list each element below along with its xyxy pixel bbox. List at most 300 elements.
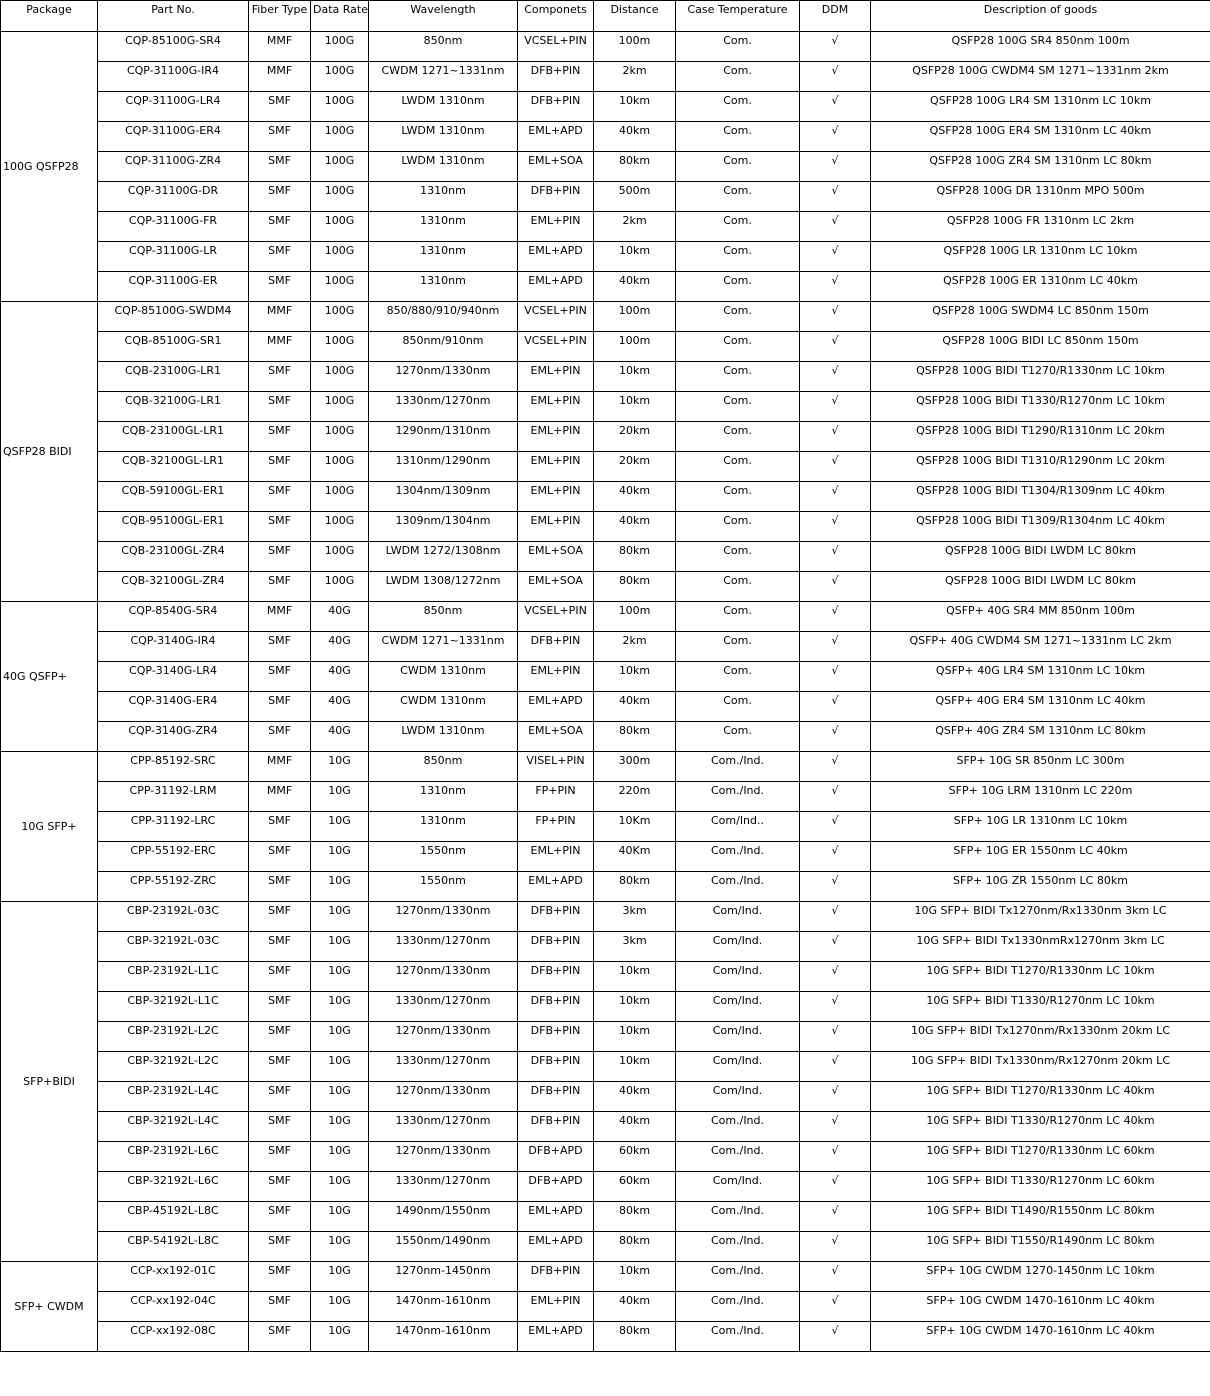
fiber-type-cell: SMF — [249, 1322, 311, 1352]
wavelength-cell: LWDM 1310nm — [369, 722, 518, 752]
description-cell: QSFP28 100G FR 1310nm LC 2km — [871, 212, 1210, 242]
ddm-cell: √ — [800, 1232, 871, 1262]
data-rate-cell: 100G — [311, 362, 369, 392]
part-no-cell: CQP-3140G-LR4 — [98, 662, 249, 692]
wavelength-cell: 1470nm-1610nm — [369, 1322, 518, 1352]
description-cell: SFP+ 10G LR 1310nm LC 10km — [871, 812, 1210, 842]
description-cell: 10G SFP+ BIDI T1270/R1330nm LC 60km — [871, 1142, 1210, 1172]
data-rate-cell: 100G — [311, 272, 369, 302]
description-cell: SFP+ 10G CWDM 1470-1610nm LC 40km — [871, 1292, 1210, 1322]
fiber-type-cell: MMF — [249, 602, 311, 632]
case-temperature-cell: Com. — [676, 512, 800, 542]
wavelength-cell: 1330nm/1270nm — [369, 392, 518, 422]
part-no-cell: CBP-23192L-03C — [98, 902, 249, 932]
distance-cell: 80km — [594, 722, 676, 752]
ddm-cell: √ — [800, 812, 871, 842]
table-body — [1, 32, 1210, 1352]
part-no-cell: CQP-31100G-DR — [98, 182, 249, 212]
distance-cell: 40Km — [594, 842, 676, 872]
case-temperature-cell: Com/Ind. — [676, 1082, 800, 1112]
components-cell: EML+APD — [518, 692, 594, 722]
data-rate-cell: 100G — [311, 572, 369, 602]
wavelength-cell: 1490nm/1550nm — [369, 1202, 518, 1232]
distance-cell: 2km — [594, 212, 676, 242]
fiber-type-cell: SMF — [249, 272, 311, 302]
data-rate-cell: 100G — [311, 302, 369, 332]
part-no-cell: CBP-23192L-L2C — [98, 1022, 249, 1052]
fiber-type-cell: SMF — [249, 242, 311, 272]
table-row — [1, 182, 1210, 212]
ddm-cell: √ — [800, 1112, 871, 1142]
fiber-type-cell: SMF — [249, 182, 311, 212]
part-no-cell: CQP-85100G-SR4 — [98, 32, 249, 62]
table-row — [1, 752, 1210, 782]
part-no-cell: CBP-23192L-L1C — [98, 962, 249, 992]
package-cell: SFP+ CWDM — [1, 1262, 98, 1352]
header-data-rate: Data Rate — [311, 1, 369, 32]
components-cell: VCSEL+PIN — [518, 332, 594, 362]
case-temperature-cell: Com./Ind. — [676, 1292, 800, 1322]
case-temperature-cell: Com/Ind. — [676, 902, 800, 932]
data-rate-cell: 10G — [311, 782, 369, 812]
wavelength-cell: 1550nm — [369, 872, 518, 902]
description-cell: SFP+ 10G CWDM 1470-1610nm LC 40km — [871, 1322, 1210, 1352]
table-row — [1, 572, 1210, 602]
description-cell: 10G SFP+ BIDI T1270/R1330nm LC 10km — [871, 962, 1210, 992]
table-row — [1, 302, 1210, 332]
fiber-type-cell: SMF — [249, 452, 311, 482]
header-row — [1, 1, 1210, 32]
fiber-type-cell: SMF — [249, 122, 311, 152]
fiber-type-cell: SMF — [249, 632, 311, 662]
fiber-type-cell: SMF — [249, 662, 311, 692]
case-temperature-cell: Com./Ind. — [676, 872, 800, 902]
part-no-cell: CQP-31100G-IR4 — [98, 62, 249, 92]
case-temperature-cell: Com. — [676, 632, 800, 662]
ddm-cell: √ — [800, 1292, 871, 1322]
description-cell: QSFP+ 40G ZR4 SM 1310nm LC 80km — [871, 722, 1210, 752]
wavelength-cell: 1330nm/1270nm — [369, 1112, 518, 1142]
table-row — [1, 662, 1210, 692]
ddm-cell: √ — [800, 1052, 871, 1082]
wavelength-cell: 850nm — [369, 602, 518, 632]
part-no-cell: CCP-xx192-01C — [98, 1262, 249, 1292]
part-no-cell: CQP-31100G-ER — [98, 272, 249, 302]
case-temperature-cell: Com. — [676, 152, 800, 182]
data-rate-cell: 40G — [311, 692, 369, 722]
description-cell: QSFP+ 40G CWDM4 SM 1271~1331nm LC 2km — [871, 632, 1210, 662]
fiber-type-cell: SMF — [249, 872, 311, 902]
components-cell: DFB+PIN — [518, 182, 594, 212]
distance-cell: 100m — [594, 602, 676, 632]
distance-cell: 80km — [594, 542, 676, 572]
wavelength-cell: 1310nm — [369, 242, 518, 272]
distance-cell: 10km — [594, 1022, 676, 1052]
distance-cell: 80km — [594, 1232, 676, 1262]
ddm-cell: √ — [800, 1022, 871, 1052]
description-cell: QSFP+ 40G ER4 SM 1310nm LC 40km — [871, 692, 1210, 722]
distance-cell: 40km — [594, 512, 676, 542]
distance-cell: 100m — [594, 302, 676, 332]
description-cell: QSFP28 100G BIDI T1310/R1290nm LC 20km — [871, 452, 1210, 482]
wavelength-cell: 1270nm/1330nm — [369, 362, 518, 392]
ddm-cell: √ — [800, 752, 871, 782]
ddm-cell: √ — [800, 1202, 871, 1232]
components-cell: EML+PIN — [518, 392, 594, 422]
table-row — [1, 392, 1210, 422]
data-rate-cell: 100G — [311, 242, 369, 272]
fiber-type-cell: SMF — [249, 992, 311, 1022]
case-temperature-cell: Com./Ind. — [676, 1142, 800, 1172]
components-cell: EML+PIN — [518, 662, 594, 692]
fiber-type-cell: SMF — [249, 1052, 311, 1082]
data-rate-cell: 100G — [311, 212, 369, 242]
wavelength-cell: 1290nm/1310nm — [369, 422, 518, 452]
part-no-cell: CQB-85100G-SR1 — [98, 332, 249, 362]
distance-cell: 3km — [594, 902, 676, 932]
ddm-cell: √ — [800, 692, 871, 722]
wavelength-cell: 1310nm — [369, 212, 518, 242]
distance-cell: 40km — [594, 1292, 676, 1322]
ddm-cell: √ — [800, 302, 871, 332]
distance-cell: 40km — [594, 482, 676, 512]
description-cell: QSFP28 100G SWDM4 LC 850nm 150m — [871, 302, 1210, 332]
ddm-cell: √ — [800, 182, 871, 212]
part-no-cell: CPP-31192-LRC — [98, 812, 249, 842]
table-row — [1, 212, 1210, 242]
data-rate-cell: 100G — [311, 452, 369, 482]
header-distance: Distance — [594, 1, 676, 32]
table-row — [1, 992, 1210, 1022]
package-cell: SFP+BIDI — [1, 902, 98, 1262]
components-cell: DFB+PIN — [518, 902, 594, 932]
data-rate-cell: 10G — [311, 1292, 369, 1322]
wavelength-cell: 1270nm/1330nm — [369, 902, 518, 932]
table-row — [1, 362, 1210, 392]
case-temperature-cell: Com. — [676, 362, 800, 392]
fiber-type-cell: SMF — [249, 362, 311, 392]
components-cell: EML+PIN — [518, 512, 594, 542]
components-cell: EML+PIN — [518, 482, 594, 512]
description-cell: QSFP28 100G LR 1310nm LC 10km — [871, 242, 1210, 272]
ddm-cell: √ — [800, 842, 871, 872]
case-temperature-cell: Com./Ind. — [676, 1232, 800, 1262]
components-cell: FP+PIN — [518, 812, 594, 842]
data-rate-cell: 100G — [311, 332, 369, 362]
components-cell: FP+PIN — [518, 782, 594, 812]
components-cell: DFB+PIN — [518, 932, 594, 962]
description-cell: QSFP28 100G BIDI T1304/R1309nm LC 40km — [871, 482, 1210, 512]
distance-cell: 20km — [594, 452, 676, 482]
distance-cell: 80km — [594, 1202, 676, 1232]
fiber-type-cell: MMF — [249, 752, 311, 782]
ddm-cell: √ — [800, 662, 871, 692]
case-temperature-cell: Com./Ind. — [676, 1322, 800, 1352]
ddm-cell: √ — [800, 572, 871, 602]
description-cell: QSFP28 100G ER4 SM 1310nm LC 40km — [871, 122, 1210, 152]
data-rate-cell: 10G — [311, 1112, 369, 1142]
components-cell: DFB+PIN — [518, 1052, 594, 1082]
description-cell: 10G SFP+ BIDI T1330/R1270nm LC 10km — [871, 992, 1210, 1022]
fiber-type-cell: MMF — [249, 782, 311, 812]
part-no-cell: CQP-31100G-LR4 — [98, 92, 249, 122]
part-no-cell: CQB-59100GL-ER1 — [98, 482, 249, 512]
case-temperature-cell: Com/Ind. — [676, 1052, 800, 1082]
description-cell: QSFP28 100G BIDI T1270/R1330nm LC 10km — [871, 362, 1210, 392]
components-cell: DFB+APD — [518, 1142, 594, 1172]
case-temperature-cell: Com. — [676, 242, 800, 272]
table-row — [1, 602, 1210, 632]
table-row — [1, 782, 1210, 812]
wavelength-cell: 850nm — [369, 752, 518, 782]
components-cell: EML+SOA — [518, 152, 594, 182]
distance-cell: 100m — [594, 32, 676, 62]
case-temperature-cell: Com. — [676, 272, 800, 302]
components-cell: VCSEL+PIN — [518, 302, 594, 332]
part-no-cell: CBP-32192L-L6C — [98, 1172, 249, 1202]
fiber-type-cell: MMF — [249, 32, 311, 62]
case-temperature-cell: Com. — [676, 662, 800, 692]
ddm-cell: √ — [800, 1262, 871, 1292]
ddm-cell: √ — [800, 1172, 871, 1202]
part-no-cell: CQP-31100G-ER4 — [98, 122, 249, 152]
ddm-cell: √ — [800, 62, 871, 92]
distance-cell: 500m — [594, 182, 676, 212]
wavelength-cell: 1330nm/1270nm — [369, 992, 518, 1022]
distance-cell: 10km — [594, 242, 676, 272]
ddm-cell: √ — [800, 452, 871, 482]
case-temperature-cell: Com. — [676, 392, 800, 422]
case-temperature-cell: Com. — [676, 122, 800, 152]
components-cell: EML+SOA — [518, 572, 594, 602]
distance-cell: 40km — [594, 272, 676, 302]
wavelength-cell: 1270nm/1330nm — [369, 1022, 518, 1052]
description-cell: QSFP28 100G BIDI T1330/R1270nm LC 10km — [871, 392, 1210, 422]
fiber-type-cell: SMF — [249, 812, 311, 842]
case-temperature-cell: Com. — [676, 692, 800, 722]
data-rate-cell: 10G — [311, 1322, 369, 1352]
components-cell: DFB+PIN — [518, 1262, 594, 1292]
case-temperature-cell: Com/Ind. — [676, 1172, 800, 1202]
ddm-cell: √ — [800, 482, 871, 512]
components-cell: EML+PIN — [518, 212, 594, 242]
description-cell: SFP+ 10G SR 850nm LC 300m — [871, 752, 1210, 782]
case-temperature-cell: Com. — [676, 482, 800, 512]
part-no-cell: CQB-32100G-LR1 — [98, 392, 249, 422]
description-cell: QSFP28 100G CWDM4 SM 1271~1331nm 2km — [871, 62, 1210, 92]
components-cell: EML+APD — [518, 1322, 594, 1352]
distance-cell: 80km — [594, 572, 676, 602]
ddm-cell: √ — [800, 932, 871, 962]
components-cell: DFB+PIN — [518, 632, 594, 662]
data-rate-cell: 10G — [311, 842, 369, 872]
case-temperature-cell: Com. — [676, 542, 800, 572]
components-cell: EML+APD — [518, 122, 594, 152]
components-cell: DFB+PIN — [518, 62, 594, 92]
fiber-type-cell: MMF — [249, 302, 311, 332]
wavelength-cell: 1550nm/1490nm — [369, 1232, 518, 1262]
wavelength-cell: 1470nm-1610nm — [369, 1292, 518, 1322]
wavelength-cell: 1309nm/1304nm — [369, 512, 518, 542]
components-cell: EML+PIN — [518, 422, 594, 452]
table-row — [1, 1172, 1210, 1202]
data-rate-cell: 100G — [311, 512, 369, 542]
header-description: Description of goods — [871, 1, 1210, 32]
case-temperature-cell: Com./Ind. — [676, 842, 800, 872]
components-cell: DFB+PIN — [518, 92, 594, 122]
case-temperature-cell: Com. — [676, 182, 800, 212]
table-row — [1, 152, 1210, 182]
part-no-cell: CQB-23100GL-LR1 — [98, 422, 249, 452]
description-cell: 10G SFP+ BIDI T1550/R1490nm LC 80km — [871, 1232, 1210, 1262]
data-rate-cell: 100G — [311, 482, 369, 512]
description-cell: 10G SFP+ BIDI T1490/R1550nm LC 80km — [871, 1202, 1210, 1232]
part-no-cell: CQP-3140G-ZR4 — [98, 722, 249, 752]
description-cell: 10G SFP+ BIDI Tx1270nm/Rx1330nm 3km LC — [871, 902, 1210, 932]
part-no-cell: CQP-31100G-FR — [98, 212, 249, 242]
table-row — [1, 1022, 1210, 1052]
wavelength-cell: 1550nm — [369, 842, 518, 872]
table-row — [1, 512, 1210, 542]
case-temperature-cell: Com./Ind. — [676, 782, 800, 812]
data-rate-cell: 10G — [311, 1232, 369, 1262]
ddm-cell: √ — [800, 32, 871, 62]
components-cell: VCSEL+PIN — [518, 602, 594, 632]
data-rate-cell: 10G — [311, 812, 369, 842]
package-cell: QSFP28 BIDI — [1, 302, 98, 602]
part-no-cell: CBP-32192L-L2C — [98, 1052, 249, 1082]
data-rate-cell: 10G — [311, 1142, 369, 1172]
distance-cell: 80km — [594, 1322, 676, 1352]
components-cell: EML+APD — [518, 1232, 594, 1262]
components-cell: EML+APD — [518, 272, 594, 302]
distance-cell: 80km — [594, 152, 676, 182]
part-no-cell: CBP-23192L-L4C — [98, 1082, 249, 1112]
table-row — [1, 1232, 1210, 1262]
part-no-cell: CQP-3140G-IR4 — [98, 632, 249, 662]
distance-cell: 40km — [594, 1082, 676, 1112]
distance-cell: 40km — [594, 692, 676, 722]
data-rate-cell: 100G — [311, 152, 369, 182]
distance-cell: 60km — [594, 1142, 676, 1172]
part-no-cell: CBP-54192L-L8C — [98, 1232, 249, 1262]
wavelength-cell: 1270nm/1330nm — [369, 1082, 518, 1112]
table-row — [1, 632, 1210, 662]
components-cell: EML+SOA — [518, 542, 594, 572]
wavelength-cell: CWDM 1271~1331nm — [369, 632, 518, 662]
data-rate-cell: 40G — [311, 602, 369, 632]
description-cell: QSFP28 100G BIDI LWDM LC 80km — [871, 542, 1210, 572]
wavelength-cell: 850/880/910/940nm — [369, 302, 518, 332]
description-cell: QSFP28 100G BIDI T1309/R1304nm LC 40km — [871, 512, 1210, 542]
fiber-type-cell: SMF — [249, 542, 311, 572]
data-rate-cell: 10G — [311, 992, 369, 1022]
wavelength-cell: LWDM 1308/1272nm — [369, 572, 518, 602]
ddm-cell: √ — [800, 782, 871, 812]
components-cell: DFB+PIN — [518, 992, 594, 1022]
description-cell: 10G SFP+ BIDI Tx1270nm/Rx1330nm 20km LC — [871, 1022, 1210, 1052]
fiber-type-cell: SMF — [249, 1022, 311, 1052]
case-temperature-cell: Com. — [676, 32, 800, 62]
fiber-type-cell: SMF — [249, 842, 311, 872]
fiber-type-cell: SMF — [249, 1202, 311, 1232]
ddm-cell: √ — [800, 422, 871, 452]
fiber-type-cell: SMF — [249, 482, 311, 512]
fiber-type-cell: SMF — [249, 92, 311, 122]
fiber-type-cell: SMF — [249, 932, 311, 962]
description-cell: SFP+ 10G CWDM 1270-1450nm LC 10km — [871, 1262, 1210, 1292]
case-temperature-cell: Com./Ind. — [676, 752, 800, 782]
wavelength-cell: 850nm — [369, 32, 518, 62]
case-temperature-cell: Com/Ind. — [676, 932, 800, 962]
ddm-cell: √ — [800, 902, 871, 932]
data-rate-cell: 100G — [311, 392, 369, 422]
part-no-cell: CBP-32192L-L1C — [98, 992, 249, 1022]
data-rate-cell: 100G — [311, 422, 369, 452]
components-cell: EML+PIN — [518, 842, 594, 872]
data-rate-cell: 10G — [311, 902, 369, 932]
table-row — [1, 92, 1210, 122]
ddm-cell: √ — [800, 722, 871, 752]
case-temperature-cell: Com. — [676, 302, 800, 332]
fiber-type-cell: SMF — [249, 1262, 311, 1292]
wavelength-cell: 1310nm — [369, 812, 518, 842]
wavelength-cell: LWDM 1310nm — [369, 92, 518, 122]
description-cell: QSFP+ 40G LR4 SM 1310nm LC 10km — [871, 662, 1210, 692]
header-package: Package — [1, 1, 98, 32]
distance-cell: 40km — [594, 1112, 676, 1142]
components-cell: EML+APD — [518, 242, 594, 272]
data-rate-cell: 100G — [311, 92, 369, 122]
part-no-cell: CBP-32192L-L4C — [98, 1112, 249, 1142]
ddm-cell: √ — [800, 1322, 871, 1352]
case-temperature-cell: Com/Ind. — [676, 1022, 800, 1052]
table-row — [1, 902, 1210, 932]
wavelength-cell: 1270nm-1450nm — [369, 1262, 518, 1292]
description-cell: QSFP28 100G DR 1310nm MPO 500m — [871, 182, 1210, 212]
description-cell: QSFP28 100G LR4 SM 1310nm LC 10km — [871, 92, 1210, 122]
part-no-cell: CQP-8540G-SR4 — [98, 602, 249, 632]
case-temperature-cell: Com./Ind. — [676, 1202, 800, 1232]
case-temperature-cell: Com./Ind. — [676, 1262, 800, 1292]
table-row — [1, 722, 1210, 752]
wavelength-cell: 1310nm — [369, 182, 518, 212]
data-rate-cell: 10G — [311, 752, 369, 782]
data-rate-cell: 100G — [311, 32, 369, 62]
case-temperature-cell: Com. — [676, 212, 800, 242]
fiber-type-cell: SMF — [249, 392, 311, 422]
components-cell: EML+APD — [518, 872, 594, 902]
part-no-cell: CPP-55192-ERC — [98, 842, 249, 872]
data-rate-cell: 10G — [311, 962, 369, 992]
part-no-cell: CQP-31100G-LR — [98, 242, 249, 272]
wavelength-cell: 1310nm — [369, 782, 518, 812]
table-row — [1, 452, 1210, 482]
data-rate-cell: 10G — [311, 1172, 369, 1202]
ddm-cell: √ — [800, 872, 871, 902]
part-no-cell: CPP-55192-ZRC — [98, 872, 249, 902]
ddm-cell: √ — [800, 602, 871, 632]
wavelength-cell: 1270nm/1330nm — [369, 1142, 518, 1172]
table-row — [1, 1322, 1210, 1352]
components-cell: EML+PIN — [518, 452, 594, 482]
distance-cell: 10km — [594, 1262, 676, 1292]
distance-cell: 10Km — [594, 812, 676, 842]
distance-cell: 80km — [594, 872, 676, 902]
ddm-cell: √ — [800, 332, 871, 362]
description-cell: SFP+ 10G LRM 1310nm LC 220m — [871, 782, 1210, 812]
distance-cell: 10km — [594, 962, 676, 992]
